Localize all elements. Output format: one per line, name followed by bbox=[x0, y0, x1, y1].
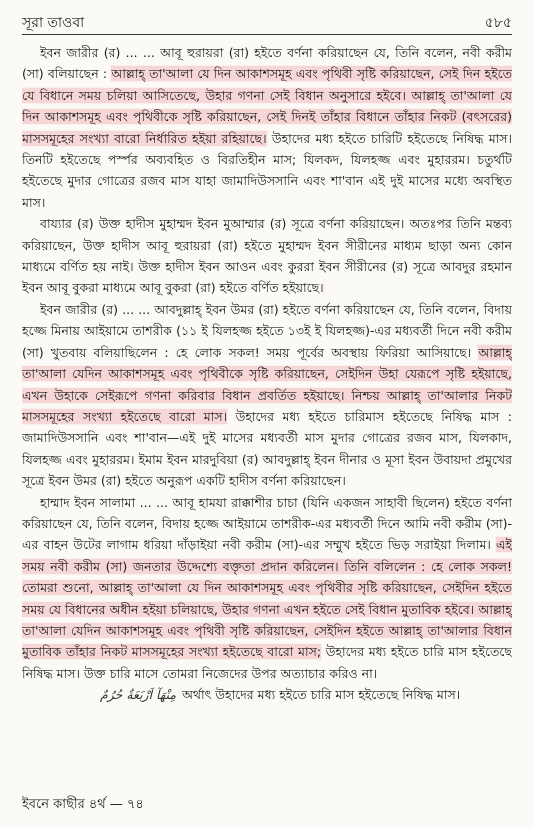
arabic-verse-translation: অর্থাৎ উহাদের মধ্য হইতে চারি মাস হইতেছে নিষিদ্ধ মাস। bbox=[182, 687, 461, 703]
page-header bbox=[22, 8, 512, 35]
paragraph-1-highlight: আল্লাহ্ তা'আলা যে দিন আকাশসমূহ এবং পৃথিবী সৃষ্টি করিয়াছেন, সেই দিন হইতে যে বিধানে সময় চলিয়া আসিতেছে, উহার গণনা সেই বিধান অনুসারে হইবে। আল্লাহ্ তা'আলা যে দিন আকাশসমূহ এবং পৃথিবীকে সৃষ্টি করিয়াছেন, সেই দিনই তাঁহার বিধানে তাঁহার নিকট (বৎসরের) মাসসমূহের সংখ্যা বারো নির্ধারিত হইয়া রহিয়াছে। bbox=[22, 66, 512, 146]
paragraph-1-text: ইবন জারীর (র) ... ... আবূ হুরায়রা (রা) হইতে বর্ণনা করিয়াছেন যে, তিনি বলেন, নবী করীম (সা) বলিয়াছেন : bbox=[22, 45, 512, 82]
paragraph-3 bbox=[22, 299, 512, 492]
page-footer: ইবনে কাছীর ৪র্থ — ৭৪ bbox=[22, 797, 144, 812]
paragraph-1 bbox=[22, 42, 512, 213]
arabic-verse: مِنْهَآ اَرْبَعَةٌ حُرُمٌ bbox=[100, 687, 177, 703]
surah-title: সূরা তাওবা bbox=[22, 15, 85, 31]
paragraph-2 bbox=[22, 213, 512, 299]
paragraph-4 bbox=[22, 492, 512, 685]
paragraph-3-text: ইবন জারীর (র) ... ... আবদুল্লাহ্ ইবন উমর (রা) হইতে বর্ণনা করিয়াছেন যে, তিনি বলেন, বিদায় হজ্জে মিনায় আইয়ামে তাশরীক (১১ ই যিলহজ্জ হইতে ১৩ই ই যিলহজ্জ)-এর মধ্যবর্তী দিনে নবী করীম (সা) খুতবায় বলিয়াছিলেন : হে লোক সকল! সময় পূর্বের অবস্থায় ফিরিয়া আসিয়াছে। bbox=[22, 301, 512, 360]
paragraph-1-rest: উহাদের মধ্য হইতে চারিটি হইতেছে নিষিদ্ধ মাস। তিনটি হইতেছে পর্স্পর অব্যবহিত ও বিরতিহীন মাস; যিলকদ, যিলহজ্জ এবং মুহাররম। চতুর্থটি হইতেছে মুদার গোত্রের রজব মাস যাহা জামাদিউসসানি এবং শা'বান এই দুই মাসের মধ্যে অবস্থিত মাস। bbox=[22, 130, 512, 210]
page-number: ৫৮৫ bbox=[484, 15, 512, 31]
page-body bbox=[22, 42, 512, 762]
arabic-verse-line bbox=[22, 684, 512, 705]
paragraph-4-text: হাম্মাদ ইবন সালামা ... ... আবূ হামযা রাক্কাশীর চাচা (যিনি একজন সাহাবী ছিলেন) হইতে বর্ণনা করিয়াছেন যে, তিনি বলেন, বিদায় হজ্জে আইয়ামে তাশরীক-এর মধ্যবর্তী দিনে আমি নবী করীম (সা)-এর বাহন উটের লাগাম ধরিয়া দাঁড়াইয়া নবী করীম (সা)-এর সম্মুখ হইতে ভিড় সরাইয়া দিলাম। bbox=[22, 494, 512, 553]
paragraph-4-highlight: এই সময় নবী করীম (সা) জনতার উদ্দেশ্যে বক্তৃতা প্রদান করিলেন। তিনি বলিলেন : হে লোক সকল! তোমরা শুনো, আল্লাহ্ তা'আলা যে দিন আকাশসমূহ এবং পৃথিবীর সৃষ্টি করিয়াছেন, সেইদিন হইতে সময় যে বিধানের অধীন হইয়া চলিয়াছে, উহার গণনা এখন হইতে সেই বিধান মুতাবিক হইবে। আল্লাহ্ তা'আলা যেদিন আকাশসমূহ এবং পৃথিবী সৃষ্টি করিয়াছেন, সেইদিন হইতে আল্লাহ্ তা'আলার বিধান মুতাবিক তাঁহার নিকট মাসসমূহের সংখ্যা হইতেছে বারো মাস; bbox=[22, 537, 512, 660]
paragraph-3-rest: উহাদের মধ্য হইতে চারিমাস হইতেছে নিষিদ্ধ মাস : জামাদিউসসানি এবং শা'বান—এই দুই মাসের মধ্যবর্তী মাস মুদার গোত্রের রজব মাস, যিলকাদ, যিলহজ্জ এবং মুহাররম। ইমাম ইবন মারদুবিয়া (র) আবদুল্লাহ্ ইবন দীনার ও মূসা ইবন উবায়দা প্রমুখের সূত্রে ইবন উমর (রা) হইতে অনুরূপ একটি হাদীস বর্ণনা করিয়াছেন। bbox=[22, 408, 512, 489]
paragraph-3-highlight: আল্লাহ্ তা'আলা যেদিন আকাশসমূহ এবং পৃথিবীকে সৃষ্টি করিয়াছেন, সেইদিন উহা যেরূপে সৃষ্টি হইয়াছে, এখন উহাকে সেইরূপে গণনা করিবার বিধান প্রবর্তিত হইয়াছে। নিশ্চয় আল্লাহ্ তা'আলার নিকট মাসসমূহের সংখ্যা হইতেছে বারো মাস। bbox=[22, 344, 512, 424]
paragraph-2-text: বায্যার (র) উক্ত হাদীস মুহাম্মদ ইবন মুআম্মার (র) সূত্রে বর্ণনা করিয়াছেন। অতঃপর তিনি মন্তব্য করিয়াছেন, উক্ত হাদীস আবূ হুরায়রা (রা) হইতে মুহাম্মদ ইবন সীরীনের মাধ্যম ছাড়া অন্য কোন মাধ্যমে বর্ণিত হয় নাই। উক্ত হাদীস ইবন আওন এবং কুররা ইবন সীরীনের (র) সূত্রে আবদুর রহমান ইবন আবূ বুকরা মাধ্যমে আবূ বুকরা (রা) হইতে বর্ণিত হইয়াছে। bbox=[22, 216, 512, 296]
paragraph-4-rest: উহাদের মধ্য হইতে চারি মাস হইতেছে নিষিদ্ধ মাস। উক্ত চারি মাসে তোমরা নিজেদের উপর অত্যাচার করিও না। bbox=[22, 644, 512, 681]
